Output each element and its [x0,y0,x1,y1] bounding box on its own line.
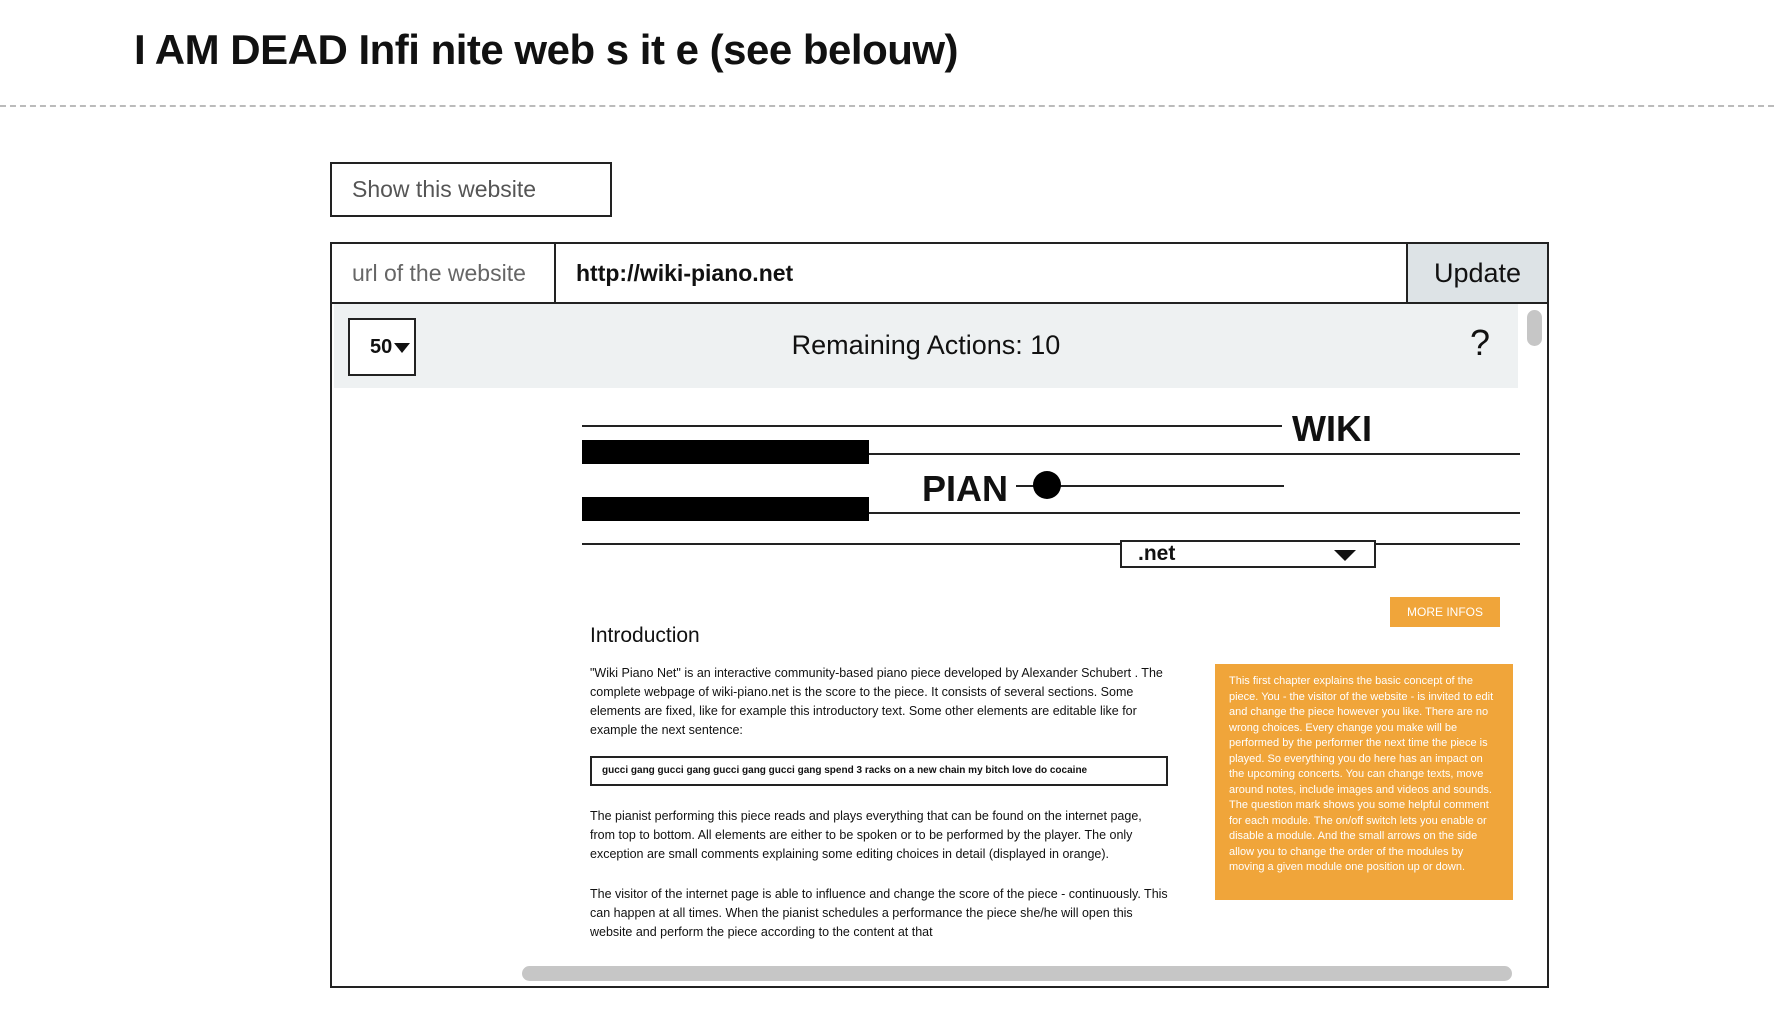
orange-comment: This first chapter explains the basic concept of the piece. You - the visitor of the website - is invited to edit and change the piece however you like. There are no wrong choices. Every change you make will be performed by the performer the next time the piece is played. So everything you do here has an impact on the upcoming concerts. You can change texts, move around notes, include images and videos and sounds. The question mark shows you some helpful comment for each module. The on/off switch lets you enable or disable a module. And the small arrows on the side allow you to change the order of the modules by moving a given module one position up or down. [1215,664,1513,900]
page-title: I AM DEAD Infi nite web s it e (see belouw) [134,26,959,73]
intro-paragraph: The visitor of the internet page is able to influence and change the score of the piece - continuously. This can happen at all times. When the pianist schedules a performance the piece she/he will open this website and perform the piece according to the content at that [590,887,1168,939]
section-heading: Introduction [590,624,700,647]
horizontal-scrollbar-thumb[interactable] [522,966,1512,981]
logo-dot [1033,471,1061,499]
remaining-actions: Remaining Actions: 10 [791,330,1061,360]
logo-line [869,453,1520,455]
logo-line [869,512,1520,514]
logo-pian: PIAN [922,468,1009,509]
vertical-scrollbar-thumb[interactable] [1527,310,1542,346]
editable-sentence-field[interactable]: gucci gang gucci gang gucci gang gucci gang spend 3 racks on a new chain my bitch love do cocaine [590,756,1168,786]
tld-select[interactable] [1120,540,1376,568]
url-label: url of the website [332,244,556,304]
logo-line [1376,543,1520,545]
intro-paragraph: "Wiki Piano Net" is an interactive community-based piano piece developed by Alexander Schubert . The complete webpage of wiki-piano.net is the score to the piece. It consists of several sections. Some elements are fixed, like for example this introductory text. Some other elements are editable like for example the next sentence: [590,666,1163,737]
chevron-down-icon [1334,550,1356,561]
logo-bar [582,440,869,464]
show-website-button[interactable]: Show this website [330,162,612,217]
inner-toolbar [334,304,1518,388]
dashed-divider [0,105,1774,107]
update-button[interactable]: Update [1406,244,1547,304]
logo-wiki: WIKI [1292,408,1372,449]
website-frame [330,242,1549,988]
help-icon[interactable]: ? [1470,322,1491,363]
url-input[interactable] [556,244,1406,304]
logo-line [582,543,1120,545]
intro-paragraph: The pianist performing this piece reads and plays everything that can be found on the internet page, from top to bottom. All elements are either to be spoken or to be performed by the player. The only exception are small comments explaining some editing choices in detail (displayed in orange). [590,809,1142,861]
logo-line [582,425,1282,427]
logo-bar [582,497,869,521]
tld-value: .net [1138,542,1176,565]
more-infos-button[interactable]: MORE INFOS [1390,597,1500,627]
zoom-value: 50 [370,336,393,358]
embedded-page-viewport[interactable] [332,304,1520,960]
